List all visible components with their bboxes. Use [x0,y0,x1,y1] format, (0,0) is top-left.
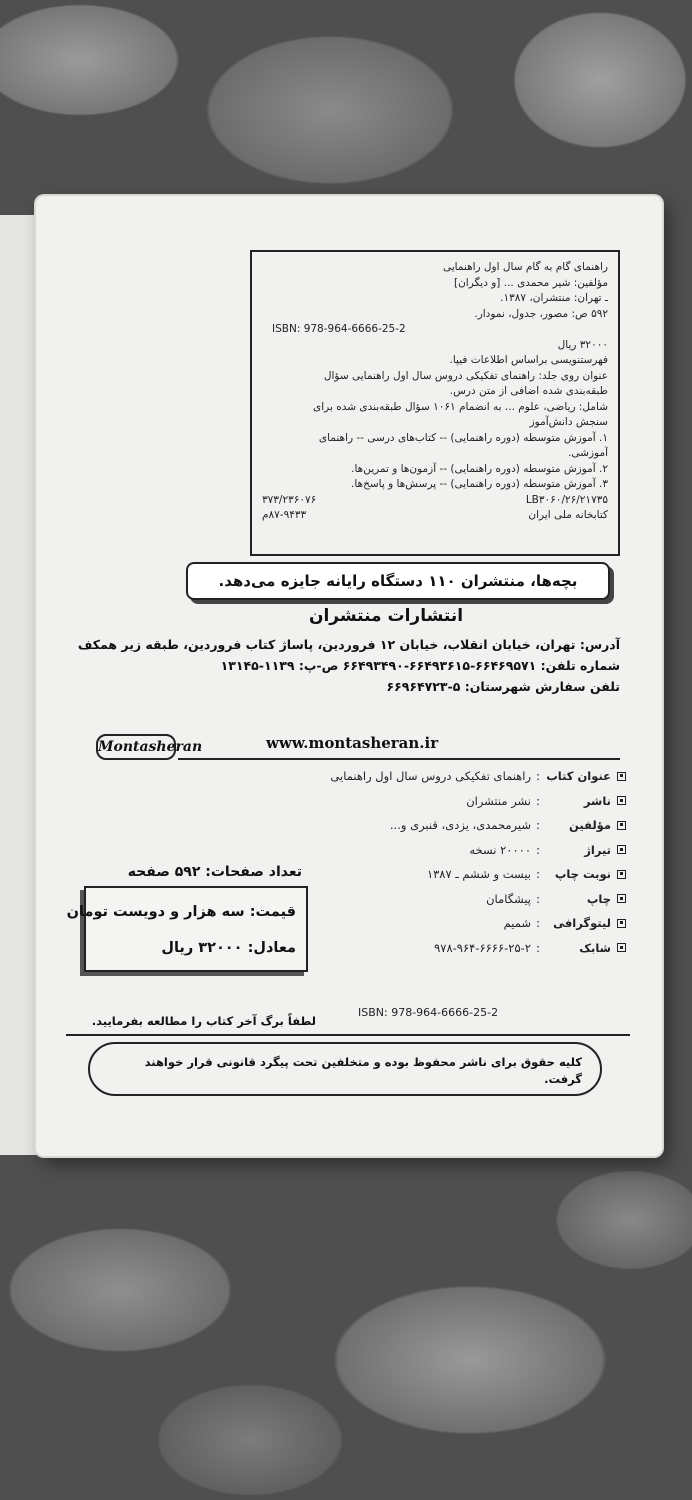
price-box [66,886,308,972]
cip-line: مؤلفین: شیر محمدی ... [و دیگران] [453,276,608,289]
cip-line: طبقه‌بندی شده اضافی از متن درس. [449,385,608,397]
cip-isbn: ISBN: 978-964-6666-25-2 [272,323,406,335]
read-last-page-note: لطفاً برگ آخر کتاب را مطالعه بفرمایید. [91,1014,316,1028]
cip-line: ۵۹۲ ص: مصور، جدول، نمودار. [474,307,608,320]
cip-library-row [262,508,608,524]
detail-row: ناشر : نشر منتشران [286,789,626,814]
square-bullet-icon [617,870,626,879]
copyright-notice: کلیه حقوق برای ناشر محفوظ بوده و متخلفین تحت پیگرد قانونی قرار خواهند گرفت. [88,1042,602,1096]
cip-class-left: ۳۷۳/۲۳۶۰۷۶ [262,493,317,506]
square-bullet-icon [617,821,626,830]
cip-class-row [262,493,608,509]
logo-bar [96,730,620,764]
square-bullet-icon [617,796,626,805]
cip-line: ۱. آموزش متوسطه (دوره راهنمایی) -- کتاب‌های درسی -- راهنمای [318,431,608,444]
cip-library: کتابخانه ملی ایران [528,509,608,521]
publisher-address: آدرس: تهران، خیابان انقلاب، خیابان ۱۲ فروردین، پاساژ کتاب فروردین، طبقه زیر همکف [77,637,620,652]
square-bullet-icon [617,919,626,928]
cip-library-code: ۸۷-۹۴۳۳م [262,509,307,521]
detail-row: تیراژ : ۲۰۰۰۰ نسخه [286,838,626,863]
cip-line: ۳. آموزش متوسطه (دوره راهنمایی) -- پرسش‌ها و پاسخ‌ها. [351,478,608,490]
cip-line: شامل: ریاضی، علوم ... به انضمام ۱۰۶۱ سؤال طبقه‌بندی شده برای [313,400,608,413]
cip-line: آموزشی. [568,447,608,459]
isbn-line: ISBN: 978-964-6666-25-2 [358,1006,499,1019]
square-bullet-icon [617,772,626,781]
detail-row: شابک : ۹۷۸-۹۶۴-۶۶۶۶-۲۵-۲ [286,936,626,961]
detail-row: لیتوگرافی : شمیم [286,911,626,936]
cip-catalog-box [250,250,620,556]
cip-line: ـ تهران: منتشران، ۱۳۸۷. [500,292,608,304]
publisher-title: انتشارات منتشران [308,606,464,626]
detail-row: چاپ : پیشگامان [286,887,626,912]
publisher-order-phone: تلفن سفارش شهرستان: ۵-۶۶۹۶۴۷۲۳ [386,679,620,694]
page-count: تعداد صفحات: ۵۹۲ صفحه [127,864,302,880]
publisher-logo: Montasheran [96,734,176,760]
divider-line [178,758,620,760]
detail-row: عنوان کتاب : راهنمای تفکیکی دروس سال اول راهنمایی [286,764,626,789]
square-bullet-icon [617,894,626,903]
publisher-contact [77,634,620,697]
cip-line: ۳۲۰۰۰ ریال [557,338,608,351]
divider-line [66,1034,630,1036]
square-bullet-icon [617,845,626,854]
website-url: www.montasheran.ir [266,734,439,752]
price-equivalent: معادل: ۳۲۰۰۰ ریال [161,940,296,956]
square-bullet-icon [617,943,626,952]
cip-class-right: LB۳۰۶۰/۲۶/۲۱۷۳۵ [525,493,608,506]
book-copyright-page [36,196,662,1156]
prize-banner: بچه‌ها، منتشران ۱۱۰ دستگاه رایانه جایزه می‌دهد. [186,562,610,600]
cip-line: فهرستنویسی براساس اطلاعات فیپا. [449,354,608,366]
book-details-list [286,764,626,960]
cip-line: سنجش دانش‌آموز [529,416,608,428]
price-text: قیمت: سه هزار و دویست تومان [66,904,296,920]
detail-row: نوبت چاپ : بیست و ششم ـ ۱۳۸۷ [286,862,626,887]
cip-line: ۲. آموزش متوسطه (دوره راهنمایی) -- آزمون‌ها و تمرین‌ها. [351,462,608,475]
cip-line: راهنمای گام به گام سال اول راهنمایی [442,261,608,273]
cip-line: عنوان روی جلد: راهنمای تفکیکی دروس سال اول راهنمایی سؤال [323,369,608,382]
publisher-phones: شماره تلفن: ۶۶۴۶۹۵۷۱-۶۶۴۹۳۶۱۵-۶۶۴۹۳۴۹۰ ص-پ: ۱۱۳۹-۱۳۱۴۵ [220,658,620,673]
detail-row: مؤلفین : شیرمحمدی، یزدی، قنبری و... [286,813,626,838]
